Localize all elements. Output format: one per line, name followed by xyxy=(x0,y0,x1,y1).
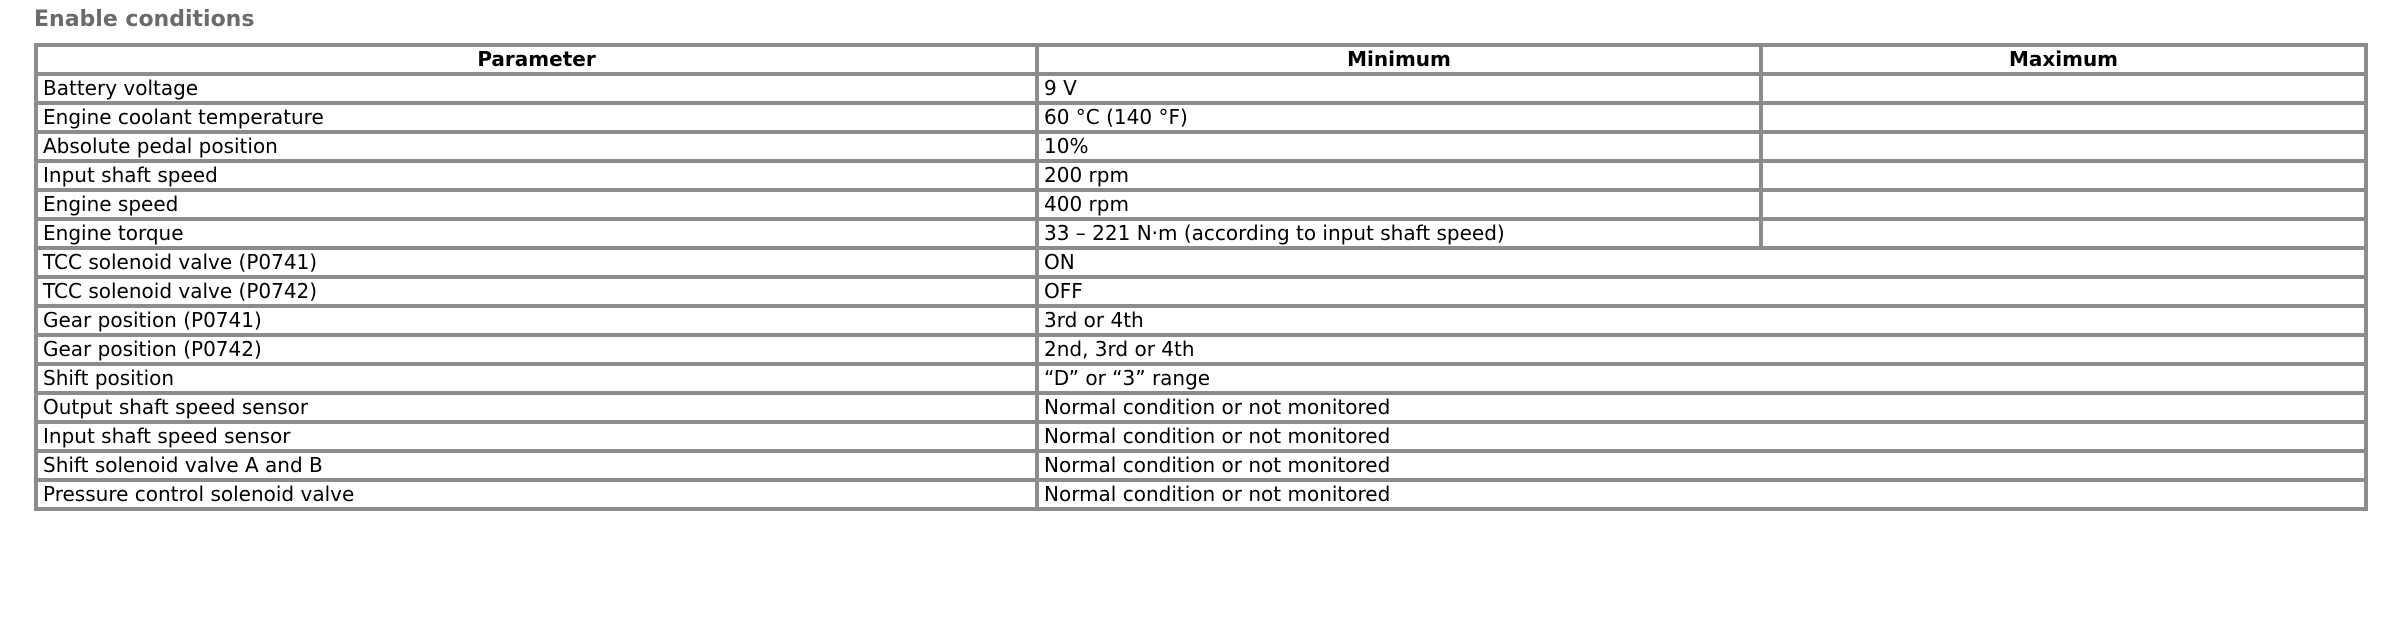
table-row xyxy=(36,393,2366,422)
value-cell: 2nd, 3rd or 4th xyxy=(1037,335,2366,364)
parameter-cell: Engine torque xyxy=(36,219,1037,248)
maximum-cell xyxy=(1761,132,2366,161)
value-cell: Normal condition or not monitored xyxy=(1037,480,2366,509)
table-row xyxy=(36,422,2366,451)
table-row xyxy=(36,248,2366,277)
value-cell: “D” or “3” range xyxy=(1037,364,2366,393)
table-row xyxy=(36,451,2366,480)
parameter-cell: Absolute pedal position xyxy=(36,132,1037,161)
header-minimum: Minimum xyxy=(1037,45,1761,74)
parameter-cell: TCC solenoid valve (P0742) xyxy=(36,277,1037,306)
parameter-cell: Gear position (P0742) xyxy=(36,335,1037,364)
minimum-cell: 400 rpm xyxy=(1037,190,1761,219)
maximum-cell xyxy=(1761,190,2366,219)
value-cell: Normal condition or not monitored xyxy=(1037,393,2366,422)
minimum-cell: 9 V xyxy=(1037,74,1761,103)
maximum-cell xyxy=(1761,219,2366,248)
parameter-cell: Input shaft speed sensor xyxy=(36,422,1037,451)
minimum-cell: 200 rpm xyxy=(1037,161,1761,190)
maximum-cell xyxy=(1761,103,2366,132)
enable-conditions-table xyxy=(34,43,2368,511)
table-row xyxy=(36,277,2366,306)
section-title: Enable conditions xyxy=(34,7,255,32)
maximum-cell xyxy=(1761,161,2366,190)
parameter-cell: Shift solenoid valve A and B xyxy=(36,451,1037,480)
header-maximum: Maximum xyxy=(1761,45,2366,74)
value-cell: Normal condition or not monitored xyxy=(1037,422,2366,451)
table-header-row xyxy=(36,45,2366,74)
minimum-cell: 60 °C (140 °F) xyxy=(1037,103,1761,132)
value-cell: Normal condition or not monitored xyxy=(1037,451,2366,480)
value-cell: OFF xyxy=(1037,277,2366,306)
table-row xyxy=(36,103,2366,132)
table-row xyxy=(36,306,2366,335)
table-row xyxy=(36,480,2366,509)
table-row xyxy=(36,190,2366,219)
table-row xyxy=(36,74,2366,103)
minimum-cell: 33 – 221 N·m (according to input shaft speed) xyxy=(1037,219,1761,248)
parameter-cell: Battery voltage xyxy=(36,74,1037,103)
parameter-cell: Input shaft speed xyxy=(36,161,1037,190)
header-parameter: Parameter xyxy=(36,45,1037,74)
parameter-cell: Pressure control solenoid valve xyxy=(36,480,1037,509)
value-cell: ON xyxy=(1037,248,2366,277)
value-cell: 3rd or 4th xyxy=(1037,306,2366,335)
parameter-cell: Shift position xyxy=(36,364,1037,393)
parameter-cell: Gear position (P0741) xyxy=(36,306,1037,335)
parameter-cell: Engine speed xyxy=(36,190,1037,219)
parameter-cell: TCC solenoid valve (P0741) xyxy=(36,248,1037,277)
table-row xyxy=(36,161,2366,190)
minimum-cell: 10% xyxy=(1037,132,1761,161)
table-row xyxy=(36,132,2366,161)
table-row xyxy=(36,335,2366,364)
parameter-cell: Output shaft speed sensor xyxy=(36,393,1037,422)
maximum-cell xyxy=(1761,74,2366,103)
table-row xyxy=(36,219,2366,248)
table-row xyxy=(36,364,2366,393)
parameter-cell: Engine coolant temperature xyxy=(36,103,1037,132)
